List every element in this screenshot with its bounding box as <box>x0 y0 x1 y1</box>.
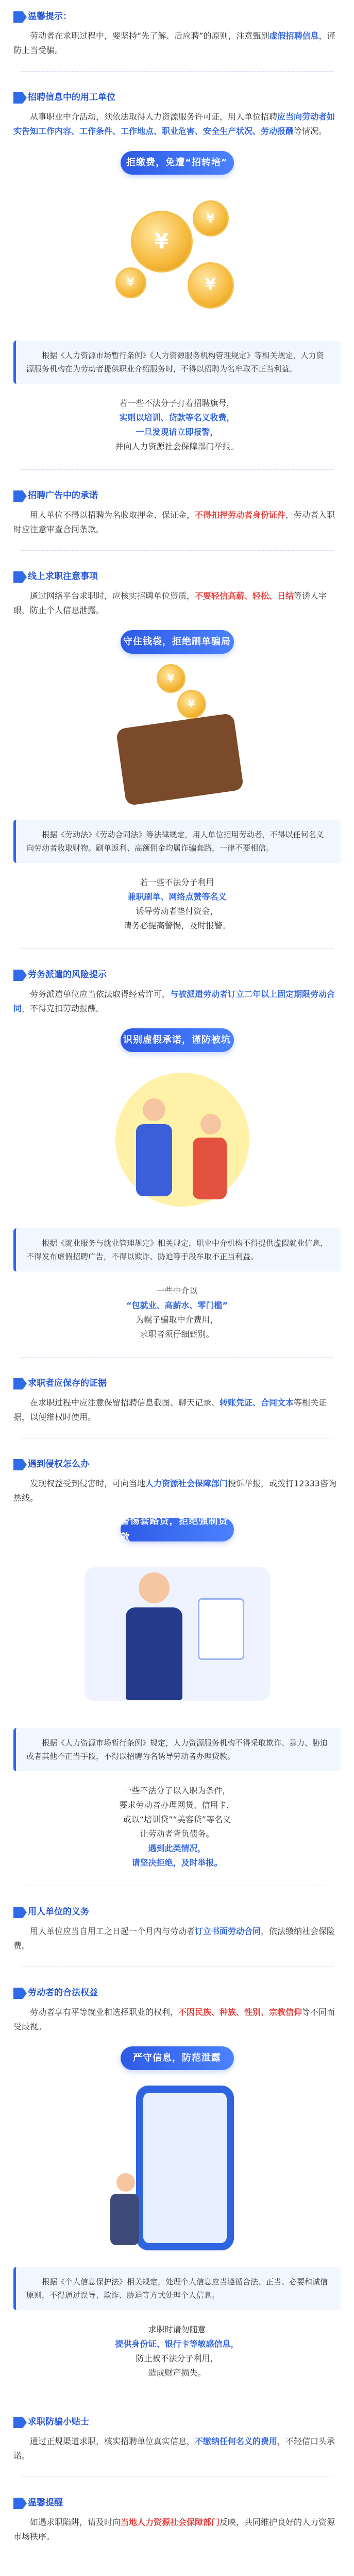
flag-icon <box>13 1907 23 1918</box>
section-text: 从事职业中介活动，须依法取得人力资源服务许可证，用人单位招聘应当向劳动者如实告知工作内容、工作条件、工作地点、职业危害、安全生产状况、劳动报酬等情况。 <box>13 111 335 136</box>
section-title: 线上求职注意事项 <box>13 569 341 585</box>
section-banner: 识别虚假承诺，谨防被坑 <box>121 1028 234 1052</box>
flag-icon <box>13 1459 23 1470</box>
section-title: 温馨提醒 <box>13 2496 341 2511</box>
flag-icon <box>13 2417 23 2428</box>
qa-block: 求职时请勿随意 提供身份证、银行卡等敏感信息， 防止被不法分子利用， 造成财产损失。 <box>115 2325 239 2378</box>
flag-icon <box>13 490 23 502</box>
divider <box>21 948 333 949</box>
wallet-icon <box>115 713 244 806</box>
flag-icon <box>13 970 23 981</box>
businessman-figure <box>126 1572 182 1706</box>
section-text: 在求职过程中应注意保留招聘信息截图、聊天记录、转账凭证、合同文本等相关证据，以便维权时使用。 <box>13 1398 327 1422</box>
divider <box>21 550 333 551</box>
businessman-illustration <box>54 1547 301 1722</box>
person-figure <box>193 1114 229 1201</box>
person-figure <box>136 1098 172 1201</box>
divider <box>21 71 333 72</box>
tip-section <box>0 1367 354 1429</box>
section-title: 招聘广告中的承诺 <box>13 488 341 504</box>
section-title: 温馨提示： <box>13 9 341 25</box>
qa-block: 一些不法分子以入职为条件， 要求劳动者办理网贷、信用卡， 或以“培训贷”“美容贷”等名义 让劳动者背负债务。 遇到此类情况， 请坚决拒绝，及时举报。 <box>119 1786 235 1868</box>
law-quote: 根据《劳动法》《劳动合同法》等法律规定，用人单位招用劳动者，不得以任何名义向劳动者收取财物。刷单返利、高额佣金均属诈骗套路，一律不要相信。 <box>13 820 341 863</box>
section-text: 用人单位应当自用工之日起一个月内与劳动者订立书面劳动合同，依法缴纳社会保险费。 <box>13 1926 335 1951</box>
section-text: 劳动者享有平等就业和选择职业的权利，不因民族、种族、性别、宗教信仰等不同而受歧视。 <box>13 2007 335 2031</box>
section-text: 发现权益受到侵害时，可向当地人力资源社会保障部门投诉举报，或拨打12333咨询热线。 <box>13 1478 336 1503</box>
section-banner: 严守信息，防范泄露 <box>121 2046 234 2070</box>
tip-section <box>0 1895 354 1957</box>
coin-icon <box>157 664 186 693</box>
divider <box>21 469 333 470</box>
section-banner: 拒缴费，免遭“招转培” <box>121 151 234 175</box>
section-text: 劳务派遣单位应当依法取得经营许可，与被派遣劳动者订立二年以上固定期限劳动合同，不得克扣劳动报酬。 <box>13 989 335 1013</box>
section-title: 劳动者的合法权益 <box>13 1986 341 2001</box>
flag-icon <box>13 92 23 104</box>
law-quote: 根据《人力资源市场暂行条例》规定，人力资源服务机构不得采取欺诈、暴力、胁迫或者其他不正当手段，不得以招聘为名诱导劳动者办理贷款。 <box>13 1728 341 1772</box>
section-text: 通过正规渠道求职，核实招聘单位真实信息，不缴纳任何名义的费用，不轻信口头承诺。 <box>13 2436 335 2461</box>
section-title: 招聘信息中的用工单位 <box>13 90 341 106</box>
section-banner: 守住钱袋，拒绝刷单骗局 <box>121 630 234 654</box>
section-text: 如遇求职陷阱，请及时向当地人力资源社会保障部门反映，共同维护良好的人力资源市场秩序。 <box>13 2517 335 2541</box>
section-title: 求职者应保存的证据 <box>13 1376 341 1392</box>
qa-block: 一些中介以 “包就业、高薪水、零门槛” 为幌子骗取中介费用， 求职者须仔细甄别。 <box>126 1286 228 1340</box>
document-icon <box>198 1598 244 1660</box>
tip-section <box>0 1448 354 1510</box>
tip-section <box>0 479 354 541</box>
law-quote: 根据《个人信息保护法》相关规定，处理个人信息应当遵循合法、正当、必要和诚信原则，不得通过误导、欺诈、胁迫等方式处理个人信息。 <box>13 2267 341 2311</box>
wallet-illustration <box>54 659 301 814</box>
coin-icon <box>131 211 193 273</box>
law-quote: 根据《就业服务与就业管理规定》相关规定，职业中介机构不得提供虚假就业信息，不得发布虚假招聘广告，不得以欺诈、胁迫等手段牟取不正当利益。 <box>13 1228 341 1272</box>
section-title: 用人单位的义务 <box>13 1905 341 1920</box>
coin-icon <box>115 267 146 298</box>
flag-icon <box>13 1378 23 1389</box>
section-text: 用人单位不得以招聘为名收取押金、保证金，不得扣押劳动者身份证件，劳动者入职时应注意审查合同条款。 <box>13 510 335 534</box>
coin-icon <box>177 690 206 719</box>
phone-illustration <box>54 2075 301 2261</box>
flag-icon <box>13 1988 23 1999</box>
phone-icon <box>136 2086 234 2250</box>
tip-section <box>0 0 354 62</box>
tip-section <box>0 958 354 1020</box>
tip-section <box>0 81 354 143</box>
flag-icon <box>13 2498 23 2509</box>
sun-circle <box>115 1073 249 1207</box>
coins-illustration <box>54 180 301 334</box>
flag-icon <box>13 11 23 23</box>
section-title: 求职防骗小贴士 <box>13 2415 341 2430</box>
tip-section <box>0 2405 354 2467</box>
tip-section <box>0 1976 354 2038</box>
coin-icon <box>188 262 234 309</box>
section-title: 劳务派遣的风险提示 <box>13 968 341 983</box>
tip-section <box>0 560 354 622</box>
qa-block: 若一些不法分子打着招聘旗号， 实则以培训、贷款等名义收费， 一旦发现请立即报警， 并向人力资源社会保障部门举报。 <box>115 398 239 451</box>
section-title: 遇到侵权怎么办 <box>13 1457 341 1472</box>
coin-icon <box>193 200 229 236</box>
flag-icon <box>13 571 23 583</box>
section-banner: 警惕套路贷，拒绝强制贷款 <box>121 1518 234 1541</box>
section-text: 通过网络平台求职时，应核实招聘单位资质，不要轻信高薪、轻松、日结等诱人字眼，防止个人信息泄露。 <box>13 590 327 615</box>
person-figure <box>110 2173 141 2250</box>
qa-block: 若一些不法分子利用 兼职刷单、网络点赞等名义 诱导劳动者垫付资金， 请务必提高警惕，及时报警。 <box>123 877 231 930</box>
section-text: 劳动者在求职过程中，要坚持“先了解、后应聘”的原则，注意甄别虚假招聘信息，谨防上当受骗。 <box>13 30 335 55</box>
people-illustration <box>54 1057 301 1222</box>
tip-section <box>0 2486 354 2548</box>
divider <box>21 1357 333 1358</box>
law-quote: 根据《人力资源市场暂行条例》《人力资源服务机构管理规定》等相关规定，人力资源服务机构在为劳动者提供职业介绍服务时，不得以招聘为名牟取不正当利益。 <box>13 341 341 384</box>
